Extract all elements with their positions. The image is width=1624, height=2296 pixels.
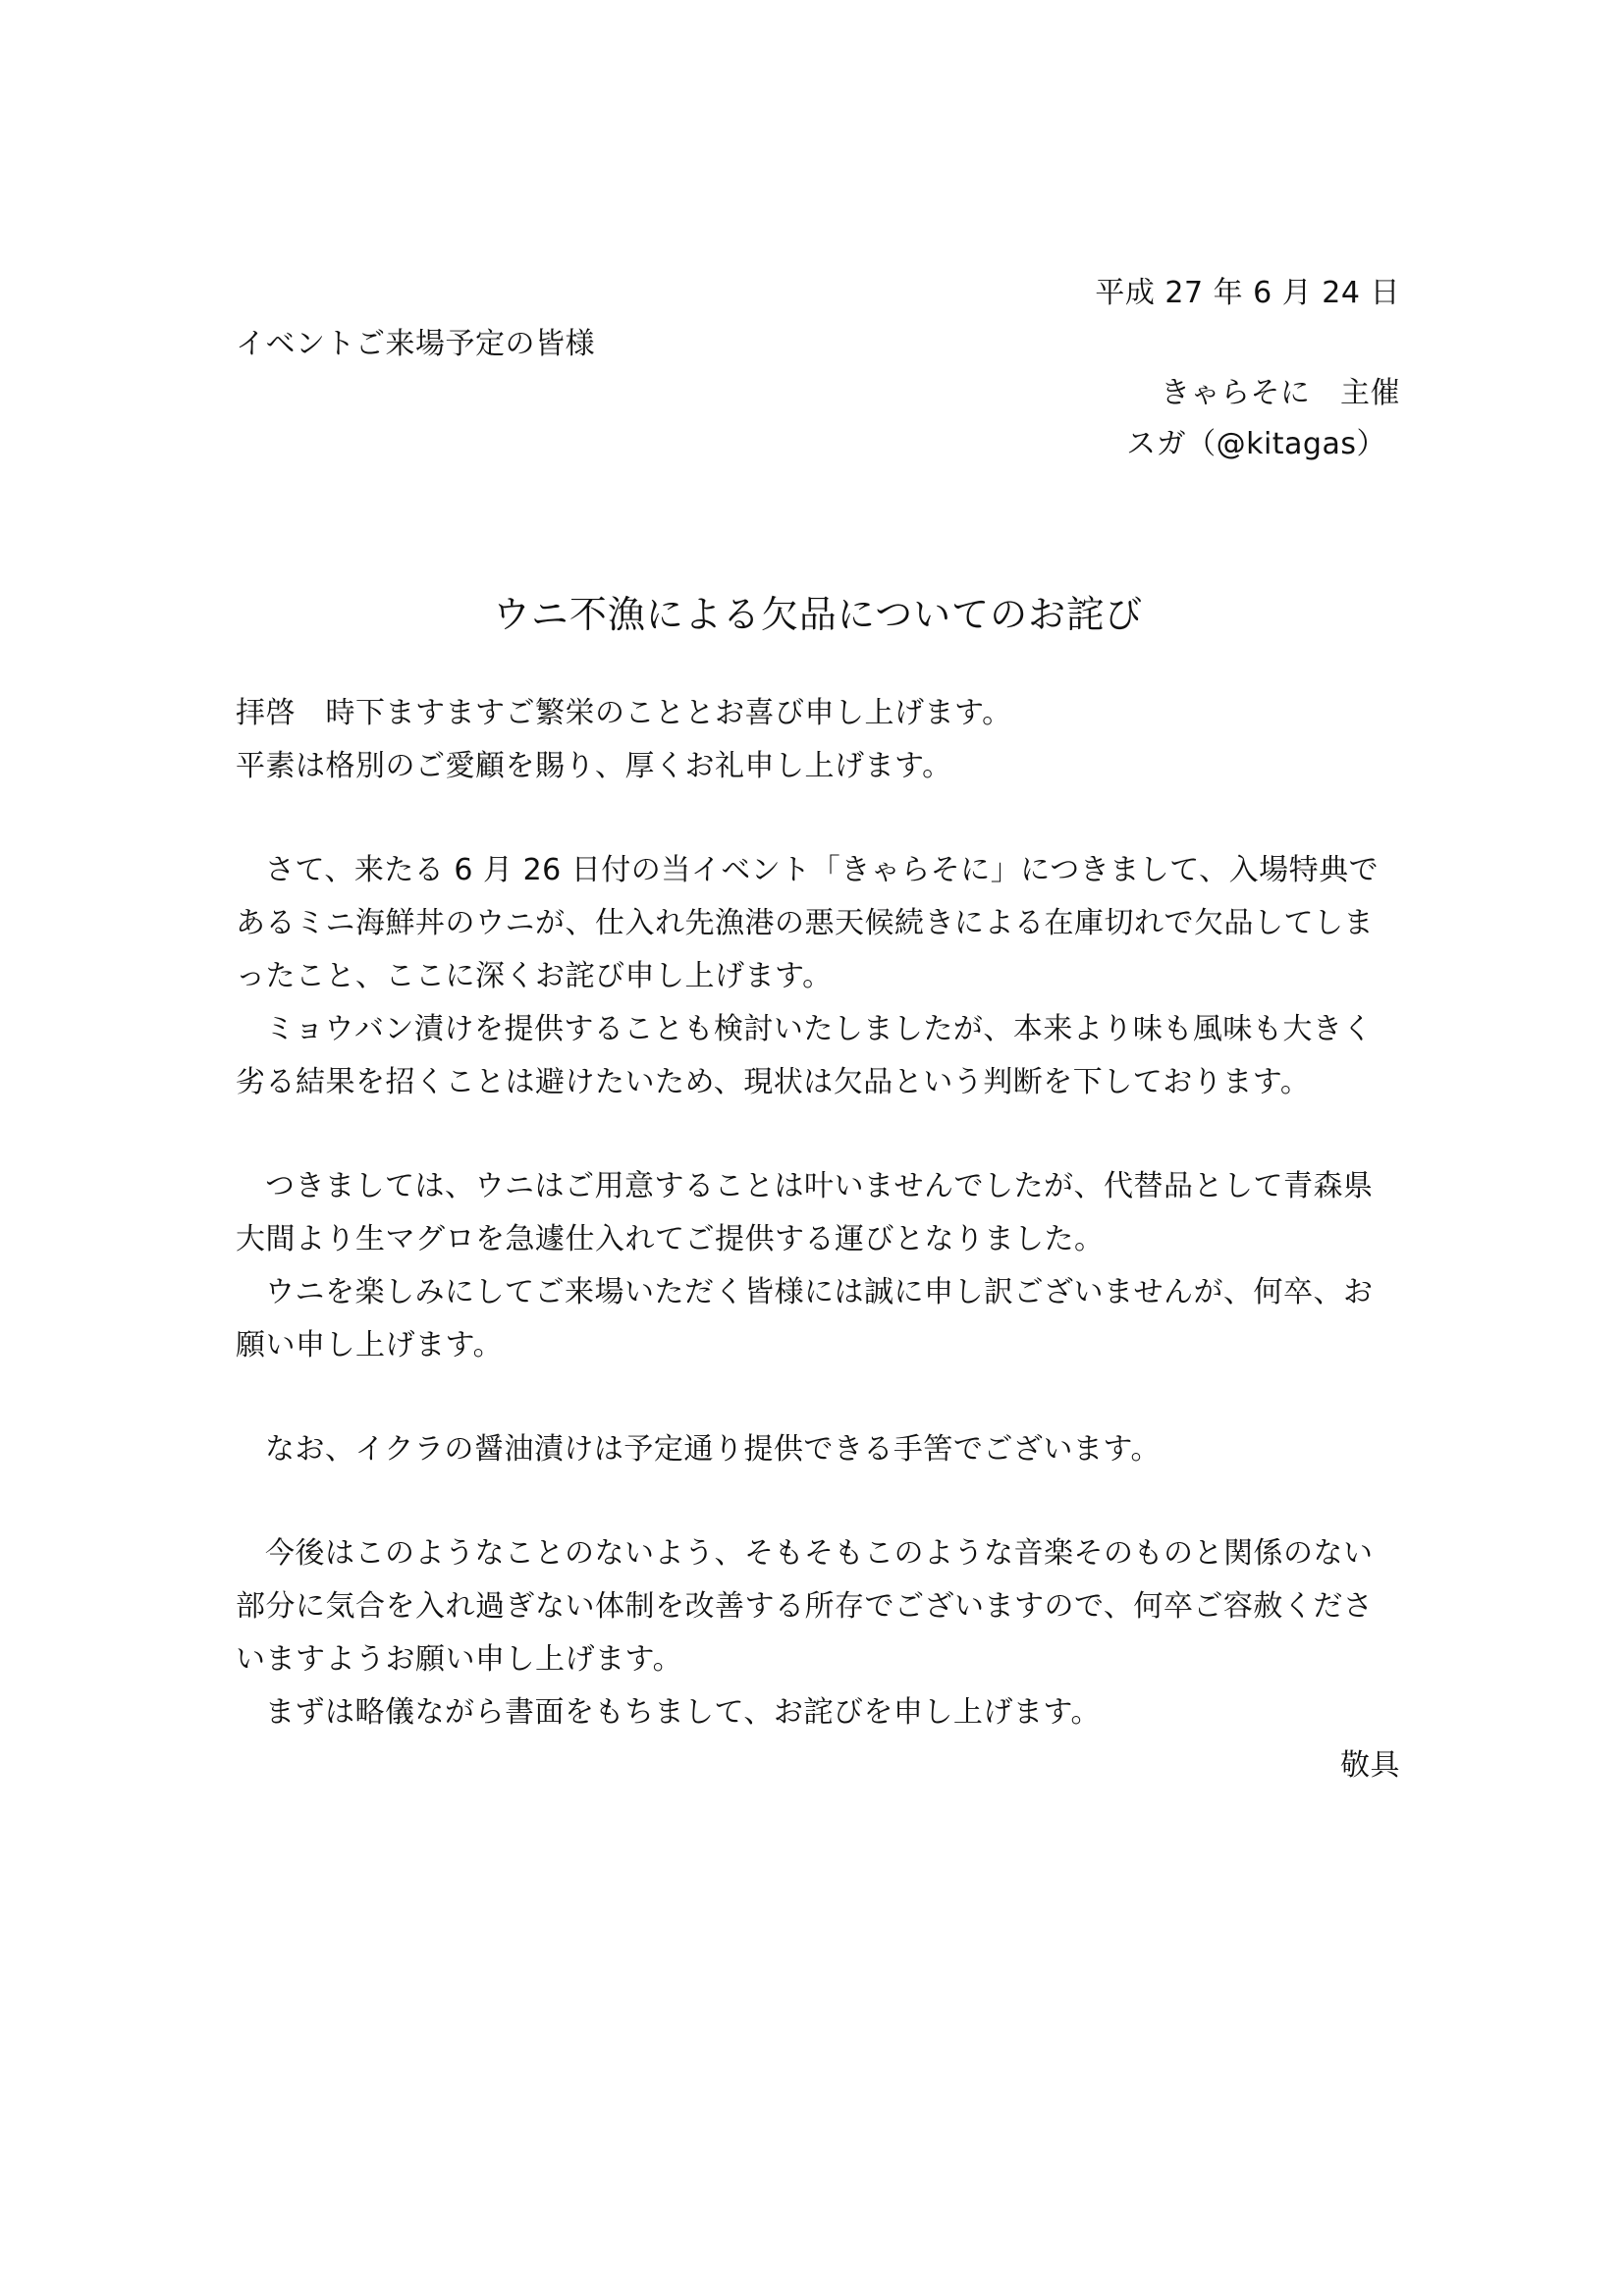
letter-body (236, 687, 1400, 1792)
paragraph-7: まずは略儀ながら書面をもちまして、お詫びを申し上げます。 (265, 1695, 1101, 1730)
greeting-line-1: 拝啓 時下ますますご繁栄のこととお喜び申し上げます。 (236, 696, 1012, 730)
sender-organization: きゃらそに 主催 (1161, 376, 1400, 410)
greeting-line-2: 平素は格別のご愛顧を賜り、厚くお礼申し上げます。 (236, 749, 952, 783)
paragraph-4: ウニを楽しみにしてご来場いただく皆様には誠に申し訳ございませんが、何卒、お願い申し上げます。 (236, 1275, 1374, 1362)
letter-recipient: イベントご来場予定の皆様 (236, 327, 595, 361)
paragraph-2: ミョウバン漬けを提供することも検討いたしましたが、本来より味も風味も大きく劣る結果を招くことは避けたいため、現状は欠品という判断を下しております。 (236, 1012, 1373, 1099)
paragraph-spacer (236, 793, 1400, 844)
closing-keigu: 敬具 (1340, 1748, 1400, 1783)
paragraph-spacer (236, 1109, 1400, 1160)
sender-name: スガ（@kitagas） (1126, 427, 1386, 461)
paragraph-3: つきましては、ウニはご用意することは叶いませんでしたが、代替品として青森県大間より生マグロを急遽仕入れてご提供する運びとなりました。 (236, 1169, 1374, 1256)
paragraph-5: なお、イクラの醤油漬けは予定通り提供できる手筈でございます。 (265, 1432, 1161, 1467)
letter-date: 平成 27 年 6 月 24 日 (1095, 276, 1400, 310)
paragraph-spacer (236, 1476, 1400, 1527)
letter-title: ウニ不漁による欠品についてのお詫び (492, 593, 1144, 636)
paragraph-1: さて、来たる 6 月 26 日付の当イベント「きゃらそに」につきまして、入場特典であるミニ海鮮丼のウニが、仕入れ先漁港の悪天候続きによる在庫切れで欠品してしまったこと、ここに深くお詫び申し上げます。 (236, 853, 1380, 993)
paragraph-spacer (236, 1372, 1400, 1423)
paragraph-6: 今後はこのようなことのないよう、そもそもこのような音楽そのものと関係のない部分に気合を入れ過ぎない体制を改善する所存でございますので、何卒ご容赦くださいますようお願い申し上げます。 (236, 1536, 1374, 1677)
